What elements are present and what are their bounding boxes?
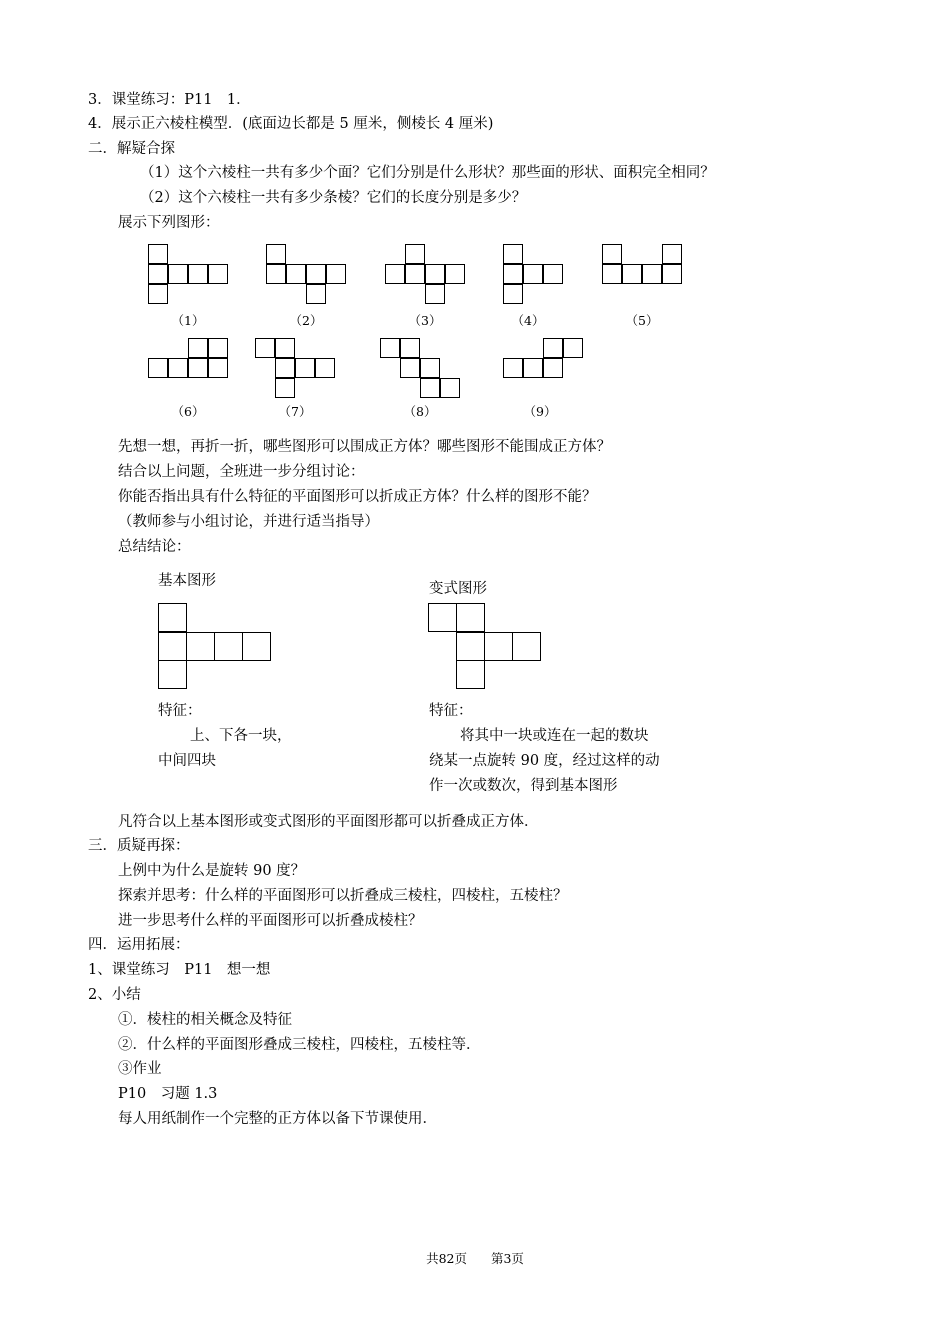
question-rotate: 上例中为什么是旋转 90 度？ [118, 863, 306, 879]
summary-heading: 2、小结 [88, 987, 141, 1003]
net-square [456, 603, 485, 632]
net-square [428, 603, 457, 632]
net-square [642, 264, 662, 284]
section-3-heading: 三．质疑再探： [88, 838, 190, 854]
net-square [266, 264, 286, 284]
homework-reference: P10 习题 1.3 [118, 1086, 218, 1102]
basic-feature-label: 特征： [158, 703, 202, 719]
net-square [543, 264, 563, 284]
net-square [503, 264, 523, 284]
net-square [503, 244, 523, 264]
show-figures-line: 展示下列图形： [118, 215, 220, 231]
net-square [543, 338, 563, 358]
net-square [168, 358, 188, 378]
variant-net-figure [428, 603, 542, 690]
net-square [420, 378, 440, 398]
basic-feature-text: 上、下各一块， [190, 728, 292, 744]
summary-label: 总结结论： [118, 539, 191, 555]
conclusion-line: 凡符合以上基本图形或变式图形的平面图形都可以折叠成正方体． [118, 814, 539, 830]
practice-line: 3．课堂练习：P11 1． [88, 92, 251, 108]
net-figure-8 [380, 338, 460, 398]
net-square [440, 378, 460, 398]
question-2: （2）这个六棱柱一共有多少条棱？它们的长度分别是多少？ [140, 190, 527, 206]
summary-item: ①．棱柱的相关概念及特征 [118, 1012, 292, 1028]
net-square [420, 358, 440, 378]
teacher-note: （教师参与小组讨论，并进行适当指导） [118, 514, 379, 530]
net-figure-3 [385, 244, 465, 304]
net-square [188, 358, 208, 378]
discuss-line: 结合以上问题，全班进一步分组讨论： [118, 464, 365, 480]
net-square [266, 244, 286, 264]
net-square [255, 338, 275, 358]
figure-caption: （3） [408, 313, 442, 328]
net-square [400, 358, 420, 378]
figure-caption: （2） [289, 313, 323, 328]
net-square [456, 660, 485, 689]
net-square [148, 358, 168, 378]
net-square [148, 284, 168, 304]
net-square [306, 284, 326, 304]
net-square [275, 378, 295, 398]
variant-feature-label: 特征： [429, 703, 473, 719]
question-1: （1）这个六棱柱一共有多少个面？它们分别是什么形状？那些面的形状、面积完全相同？ [140, 165, 715, 181]
figure-caption: （7） [278, 404, 312, 419]
net-square [286, 264, 306, 284]
net-figure-9 [503, 338, 583, 378]
net-square [602, 264, 622, 284]
figure-caption: （1） [171, 313, 205, 328]
think-line: 先想一想，再折一折，哪些图形可以围成正方体？哪些图形不能围成正方体？ [118, 439, 611, 455]
net-square [512, 632, 541, 661]
variant-feature-text: 绕某一点旋转 90 度，经过这样的动 [429, 753, 660, 769]
summary-item: ②．什么样的平面图形叠成三棱柱，四棱柱，五棱柱等． [118, 1037, 481, 1053]
net-figure-5 [602, 244, 682, 284]
net-square [484, 632, 513, 661]
summary-item: ③作业 [118, 1061, 162, 1077]
model-line: 4．展示正六棱柱模型．(底面边长都是 5 厘米，侧棱长 4 厘米) [88, 116, 494, 132]
net-square [188, 338, 208, 358]
net-square [563, 338, 583, 358]
net-square [158, 603, 187, 632]
section-2-heading: 二．解疑合探 [88, 141, 175, 157]
net-square [425, 264, 445, 284]
net-square [662, 264, 682, 284]
figure-caption: （9） [523, 404, 557, 419]
net-square [168, 264, 188, 284]
net-square [315, 358, 335, 378]
homework-task: 每人用纸制作一个完整的正方体以备下节课使用． [118, 1111, 437, 1127]
net-square [208, 264, 228, 284]
page-footer [0, 1249, 950, 1267]
explore-line: 探索并思考：什么样的平面图形可以折叠成三棱柱，四棱柱，五棱柱？ [118, 888, 568, 904]
variant-feature-text: 作一次或数次，得到基本图形 [429, 778, 618, 794]
net-figure-1 [148, 244, 228, 304]
further-think-line: 进一步思考什么样的平面图形可以折叠成棱柱？ [118, 913, 423, 929]
net-square [445, 264, 465, 284]
net-square [400, 338, 420, 358]
net-square [158, 660, 187, 689]
net-square [208, 358, 228, 378]
net-square [662, 244, 682, 264]
net-square [523, 358, 543, 378]
basic-feature-text: 中间四块 [158, 753, 216, 769]
figure-caption: （4） [511, 313, 545, 328]
net-square [188, 264, 208, 284]
net-square [456, 632, 485, 661]
net-figure-2 [266, 244, 346, 304]
net-square [425, 284, 445, 304]
current-page: 第3页 [490, 1251, 524, 1266]
variant-figure-title: 变式图形 [429, 581, 487, 597]
net-square [158, 632, 187, 661]
net-square [186, 632, 215, 661]
net-square [385, 264, 405, 284]
net-square [543, 358, 563, 378]
net-square [295, 358, 315, 378]
net-figure-4 [503, 244, 563, 304]
figure-caption: （5） [625, 313, 659, 328]
basic-net-figure [158, 603, 272, 690]
net-square [208, 338, 228, 358]
net-square [214, 632, 243, 661]
net-square [148, 244, 168, 264]
net-square [275, 338, 295, 358]
net-square [326, 264, 346, 284]
net-square [523, 264, 543, 284]
total-pages: 共82页 [426, 1251, 467, 1266]
net-square [242, 632, 271, 661]
net-figure-7 [255, 338, 335, 398]
section-4-heading: 四．运用拓展： [88, 937, 190, 953]
basic-figure-title: 基本图形 [158, 573, 216, 589]
net-square [148, 264, 168, 284]
exercise-line: 1、课堂练习 P11 想一想 [88, 962, 271, 978]
variant-feature-text: 将其中一块或连在一起的数块 [460, 728, 649, 744]
net-square [503, 358, 523, 378]
net-square [275, 358, 295, 378]
ask-line: 你能否指出具有什么特征的平面图形可以折成正方体？什么样的图形不能？ [118, 489, 597, 505]
net-square [405, 264, 425, 284]
figure-caption: （6） [171, 404, 205, 419]
net-square [405, 244, 425, 264]
net-square [380, 338, 400, 358]
net-square [602, 244, 622, 264]
net-figure-6 [148, 338, 228, 378]
net-square [306, 264, 326, 284]
net-square [622, 264, 642, 284]
net-square [503, 284, 523, 304]
figure-caption: （8） [403, 404, 437, 419]
